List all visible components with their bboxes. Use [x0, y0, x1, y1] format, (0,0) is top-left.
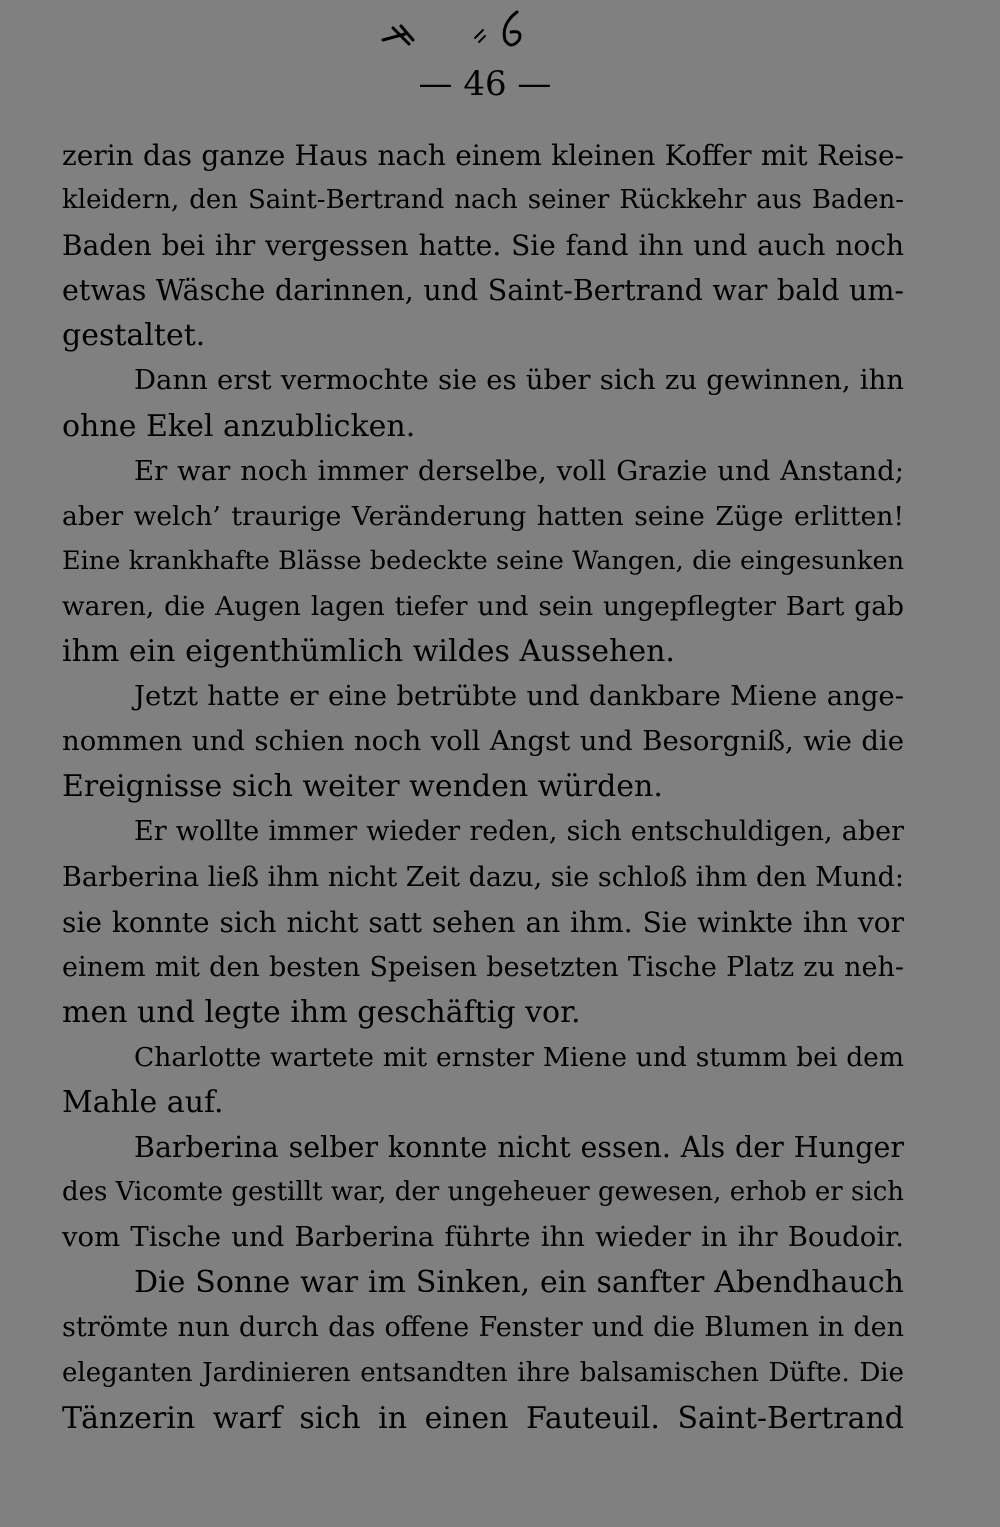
- body-text: [62, 133, 904, 1441]
- text-line: Er war noch immer derselbe, voll Grazie und Anstand;: [134, 454, 904, 487]
- text-line: strömte nun durch das offene Fenster und die Blumen in den: [62, 1312, 904, 1344]
- text-line: Eine krankhafte Blässe bedeckte seine Wangen, die eingesunken: [62, 545, 904, 576]
- text-line: Tänzerin warf sich in einen Fauteuil. Saint-Bertrand: [62, 1400, 904, 1436]
- text-line: Charlotte wartete mit ernster Miene und stumm bei dem: [134, 1041, 904, 1073]
- text-line: men und legte ihm geschäftig vor.: [62, 994, 581, 1030]
- text-line: sie konnte sich nicht satt sehen an ihm. Sie winkte ihn vor: [62, 905, 904, 939]
- text-line: waren, die Augen lagen tiefer und sein ungepflegter Bart gab: [62, 590, 904, 622]
- text-line: des Vicomte gestillt war, der ungeheuer gewesen, erhob er sich: [62, 1177, 904, 1208]
- handwritten-annotation-mark: [375, 0, 545, 55]
- text-line: ohne Ekel anzublicken.: [62, 408, 416, 444]
- text-line: etwas Wäsche darinnen, und Saint-Bertrand war bald um-: [62, 274, 904, 308]
- text-line: Barberina selber konnte nicht essen. Als der Hunger: [134, 1131, 904, 1165]
- text-line: Baden bei ihr vergessen hatte. Sie fand ihn und auch noch: [62, 229, 904, 263]
- text-line: Die Sonne war im Sinken, ein sanfter Abendhauch: [134, 1265, 904, 1301]
- text-line: nommen und schien noch voll Angst und Besorgniß, wie die: [62, 725, 904, 758]
- text-line: Jetzt hatte er eine betrübte und dankbare Miene ange-: [134, 680, 904, 713]
- text-line: Mahle auf.: [62, 1084, 224, 1120]
- text-line: vom Tische und Barberina führte ihn wieder in ihr Boudoir.: [62, 1221, 904, 1254]
- text-line: kleidern, den Saint-Bertrand nach seiner Rückkehr aus Baden-: [62, 185, 904, 216]
- text-line: Dann erst vermochte sie es über sich zu gewinnen, ihn: [134, 364, 904, 397]
- text-line: Er wollte immer wieder reden, sich entschuldigen, aber: [134, 816, 904, 848]
- text-line: Barberina ließ ihm nicht Zeit dazu, sie schloß ihm den Mund:: [62, 861, 904, 893]
- text-line: gestaltet.: [62, 318, 206, 354]
- page-number: — 46 —: [418, 64, 552, 104]
- text-line: eleganten Jardinieren entsandten ihre balsamischen Düfte. Die: [62, 1357, 904, 1388]
- text-line: einem mit den besten Speisen besetzten Tische Platz zu neh-: [62, 951, 904, 983]
- text-line: aber welch’ traurige Veränderung hatten seine Züge erlitten!: [62, 500, 904, 532]
- text-line: Ereignisse sich weiter wenden würden.: [62, 769, 663, 805]
- text-line: zerin das ganze Haus nach einem kleinen Koffer mit Reise-: [62, 139, 904, 172]
- text-line: ihm ein eigenthümlich wildes Aussehen.: [62, 634, 675, 670]
